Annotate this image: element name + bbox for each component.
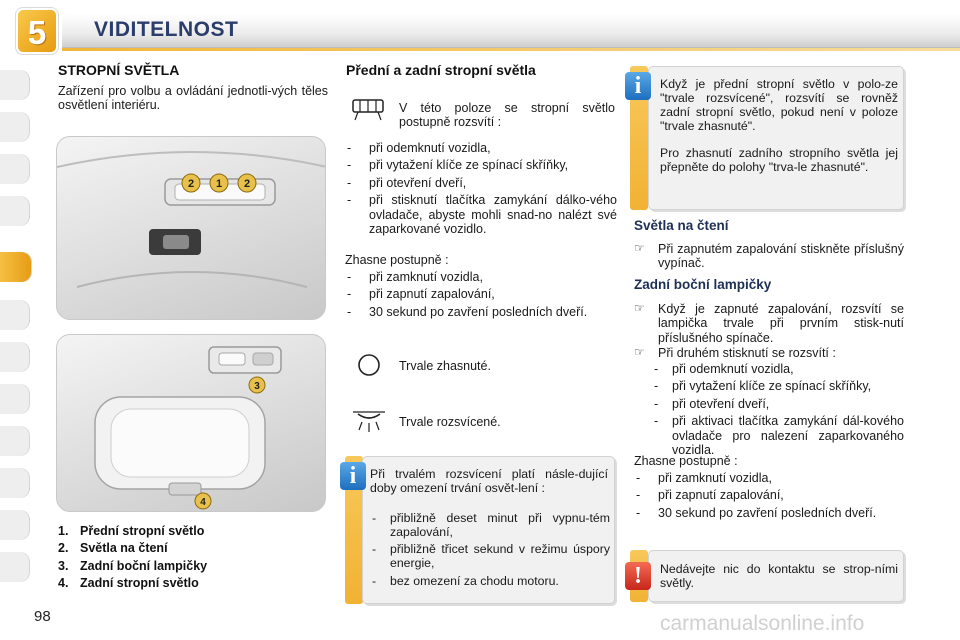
- list-item: - při aktivaci tlačítka zamykání dál-kového ovladače pro nalezení zaparkovaného vozidla.: [652, 414, 904, 457]
- section-heading: STROPNÍ SVĚTLA: [58, 62, 180, 78]
- list-item: - při otevření dveří,: [652, 397, 904, 411]
- info-icon: i: [340, 462, 366, 490]
- side-tab-12[interactable]: [0, 552, 30, 582]
- always-off-text: Trvale zhasnuté.: [399, 359, 491, 373]
- legend-number: 3.: [58, 558, 69, 573]
- rear-lamp-illustration: [57, 335, 326, 512]
- rear-lamps-on-list: [652, 362, 904, 460]
- legend-number: 4.: [58, 576, 69, 591]
- legend-label: Zadní boční lampičky: [80, 558, 208, 573]
- front-lamp-illustration: [57, 137, 326, 320]
- reading-lamps-heading: Světla na čtení: [634, 218, 729, 233]
- list-item: - při vytažení klíče ze spínací skříňky,: [345, 158, 617, 172]
- side-tab-11[interactable]: [0, 510, 30, 540]
- list-item: - při stisknutí tlačítka zamykání dálko-vého ovladače, abyste mohli snad-no nalézt své zaparkované vozidlo.: [345, 193, 617, 236]
- side-tab-7[interactable]: [0, 342, 30, 372]
- bullet-text: Při zapnutém zapalování stiskněte příslušný vypínač.: [658, 242, 904, 271]
- list-item: - při zamknutí vozidla,: [634, 471, 904, 485]
- callout-3: 3: [254, 381, 260, 392]
- legend-item: [58, 559, 207, 573]
- reading-lamps-item: [634, 242, 904, 271]
- rear-lamps-item-1: [634, 302, 904, 345]
- rear-side-lamps-heading: Zadní boční lampičky: [634, 277, 772, 292]
- list-item: - při otevření dveří,: [345, 176, 617, 190]
- info-paragraph-2: Pro zhasnutí zadního stropního světla jej přepněte do polohy "trva-le zhasnuté".: [660, 146, 898, 175]
- rear-off-list: [634, 471, 904, 523]
- legend-list: [58, 524, 207, 594]
- info-duration-list: [370, 511, 610, 591]
- info-paragraph-1: Když je přední stropní světlo v polo-ze "trvale rozsvícené", rozsvítí se rovněž zadní stropní světlo, pokud není v poloze "trvale zhasnuté".: [660, 77, 898, 134]
- bullet-text: Při druhém stisknutí se rozsvítí :: [658, 346, 836, 360]
- section-intro: Zařízení pro volbu a ovládání jednotli-vých těles osvětlení interiéru.: [58, 84, 328, 113]
- rear-lamp-photo: [56, 334, 326, 512]
- always-on-text: Trvale rozsvícené.: [399, 415, 501, 429]
- warning-icon: !: [625, 562, 651, 590]
- list-item: - při odemknutí vozidla,: [652, 362, 904, 376]
- side-tab-5-active[interactable]: [0, 252, 32, 282]
- legend-item: [58, 576, 207, 590]
- list-item: - při zamknutí vozidla,: [345, 270, 617, 284]
- lamp-off-icon: [356, 352, 382, 378]
- chapter-number: 5: [27, 14, 47, 51]
- list-item: - 30 sekund po zavření posledních dveří.: [345, 305, 617, 319]
- front-lamp-photo: [56, 136, 326, 320]
- list-item: - při zapnutí zapalování,: [345, 287, 617, 301]
- chapter-badge: [16, 8, 58, 54]
- side-tab-4[interactable]: [0, 196, 30, 226]
- legend-item: [58, 541, 207, 555]
- legend-label: Přední stropní světlo: [80, 524, 205, 538]
- pointing-hand-icon: ☞: [634, 241, 645, 255]
- legend-number: 2.: [58, 541, 69, 556]
- list-item: - při odemknutí vozidla,: [345, 141, 617, 155]
- page-title: VIDITELNOST: [94, 18, 239, 41]
- list-item: - přibližně třicet sekund v režimu úspory energie,: [370, 542, 610, 570]
- pointing-hand-icon: ☞: [634, 301, 645, 315]
- side-tab-1[interactable]: [0, 70, 30, 100]
- side-tab-2[interactable]: [0, 112, 30, 142]
- legend-item: [58, 524, 207, 538]
- rear-off-heading: Zhasne postupně :: [634, 454, 738, 468]
- list-item: - při vytažení klíče ze spínací skříňky,: [652, 379, 904, 393]
- lamp-on-icon: [350, 408, 388, 434]
- off-heading: Zhasne postupně :: [345, 253, 449, 267]
- header-accent-stripe: [62, 48, 960, 51]
- door-mode-text: V této poloze se stropní světlo postupně rozsvítí :: [399, 101, 615, 130]
- side-tab-8[interactable]: [0, 384, 30, 414]
- list-item: - přibližně deset minut při vypnu-tém zapalování,: [370, 511, 610, 539]
- off-conditions-list: [345, 270, 617, 322]
- page-number: 98: [34, 608, 51, 625]
- info-intro: Při trvalém rozsvícení platí násle-dující doby omezení trvání osvět-lení :: [370, 467, 608, 496]
- watermark: carmanualsonline.info: [660, 612, 865, 635]
- warning-text: Nedávejte nic do kontaktu se strop-ními světly.: [660, 562, 898, 591]
- bullet-text: Když je zapnuté zapalování, rozsvítí se lampička trvale při prvním stisk-nutí příslušného spínače.: [658, 302, 904, 345]
- side-tab-10[interactable]: [0, 468, 30, 498]
- side-tab-6[interactable]: [0, 300, 30, 330]
- list-item: - bez omezení za chodu motoru.: [370, 574, 610, 588]
- legend-number: 1.: [58, 524, 69, 538]
- list-item: - 30 sekund po zavření posledních dveří.: [634, 506, 904, 520]
- callout-2-left: 2: [187, 178, 195, 190]
- side-tab-9[interactable]: [0, 426, 30, 456]
- side-tab-3[interactable]: [0, 154, 30, 184]
- legend-label: Světla na čtení: [80, 541, 168, 556]
- on-conditions-list: [345, 141, 617, 239]
- callout-2-right: 2: [243, 178, 251, 190]
- info-icon: i: [625, 72, 651, 100]
- front-rear-lamps-heading: Přední a zadní stropní světla: [346, 62, 536, 78]
- door-mode-icon: [350, 96, 386, 122]
- callout-1: 1: [215, 178, 223, 190]
- callout-4: 4: [200, 497, 206, 508]
- list-item: - při zapnutí zapalování,: [634, 488, 904, 502]
- pointing-hand-icon: ☞: [634, 345, 645, 359]
- legend-label: Zadní stropní světlo: [80, 576, 199, 591]
- rear-lamps-item-2: [634, 346, 904, 360]
